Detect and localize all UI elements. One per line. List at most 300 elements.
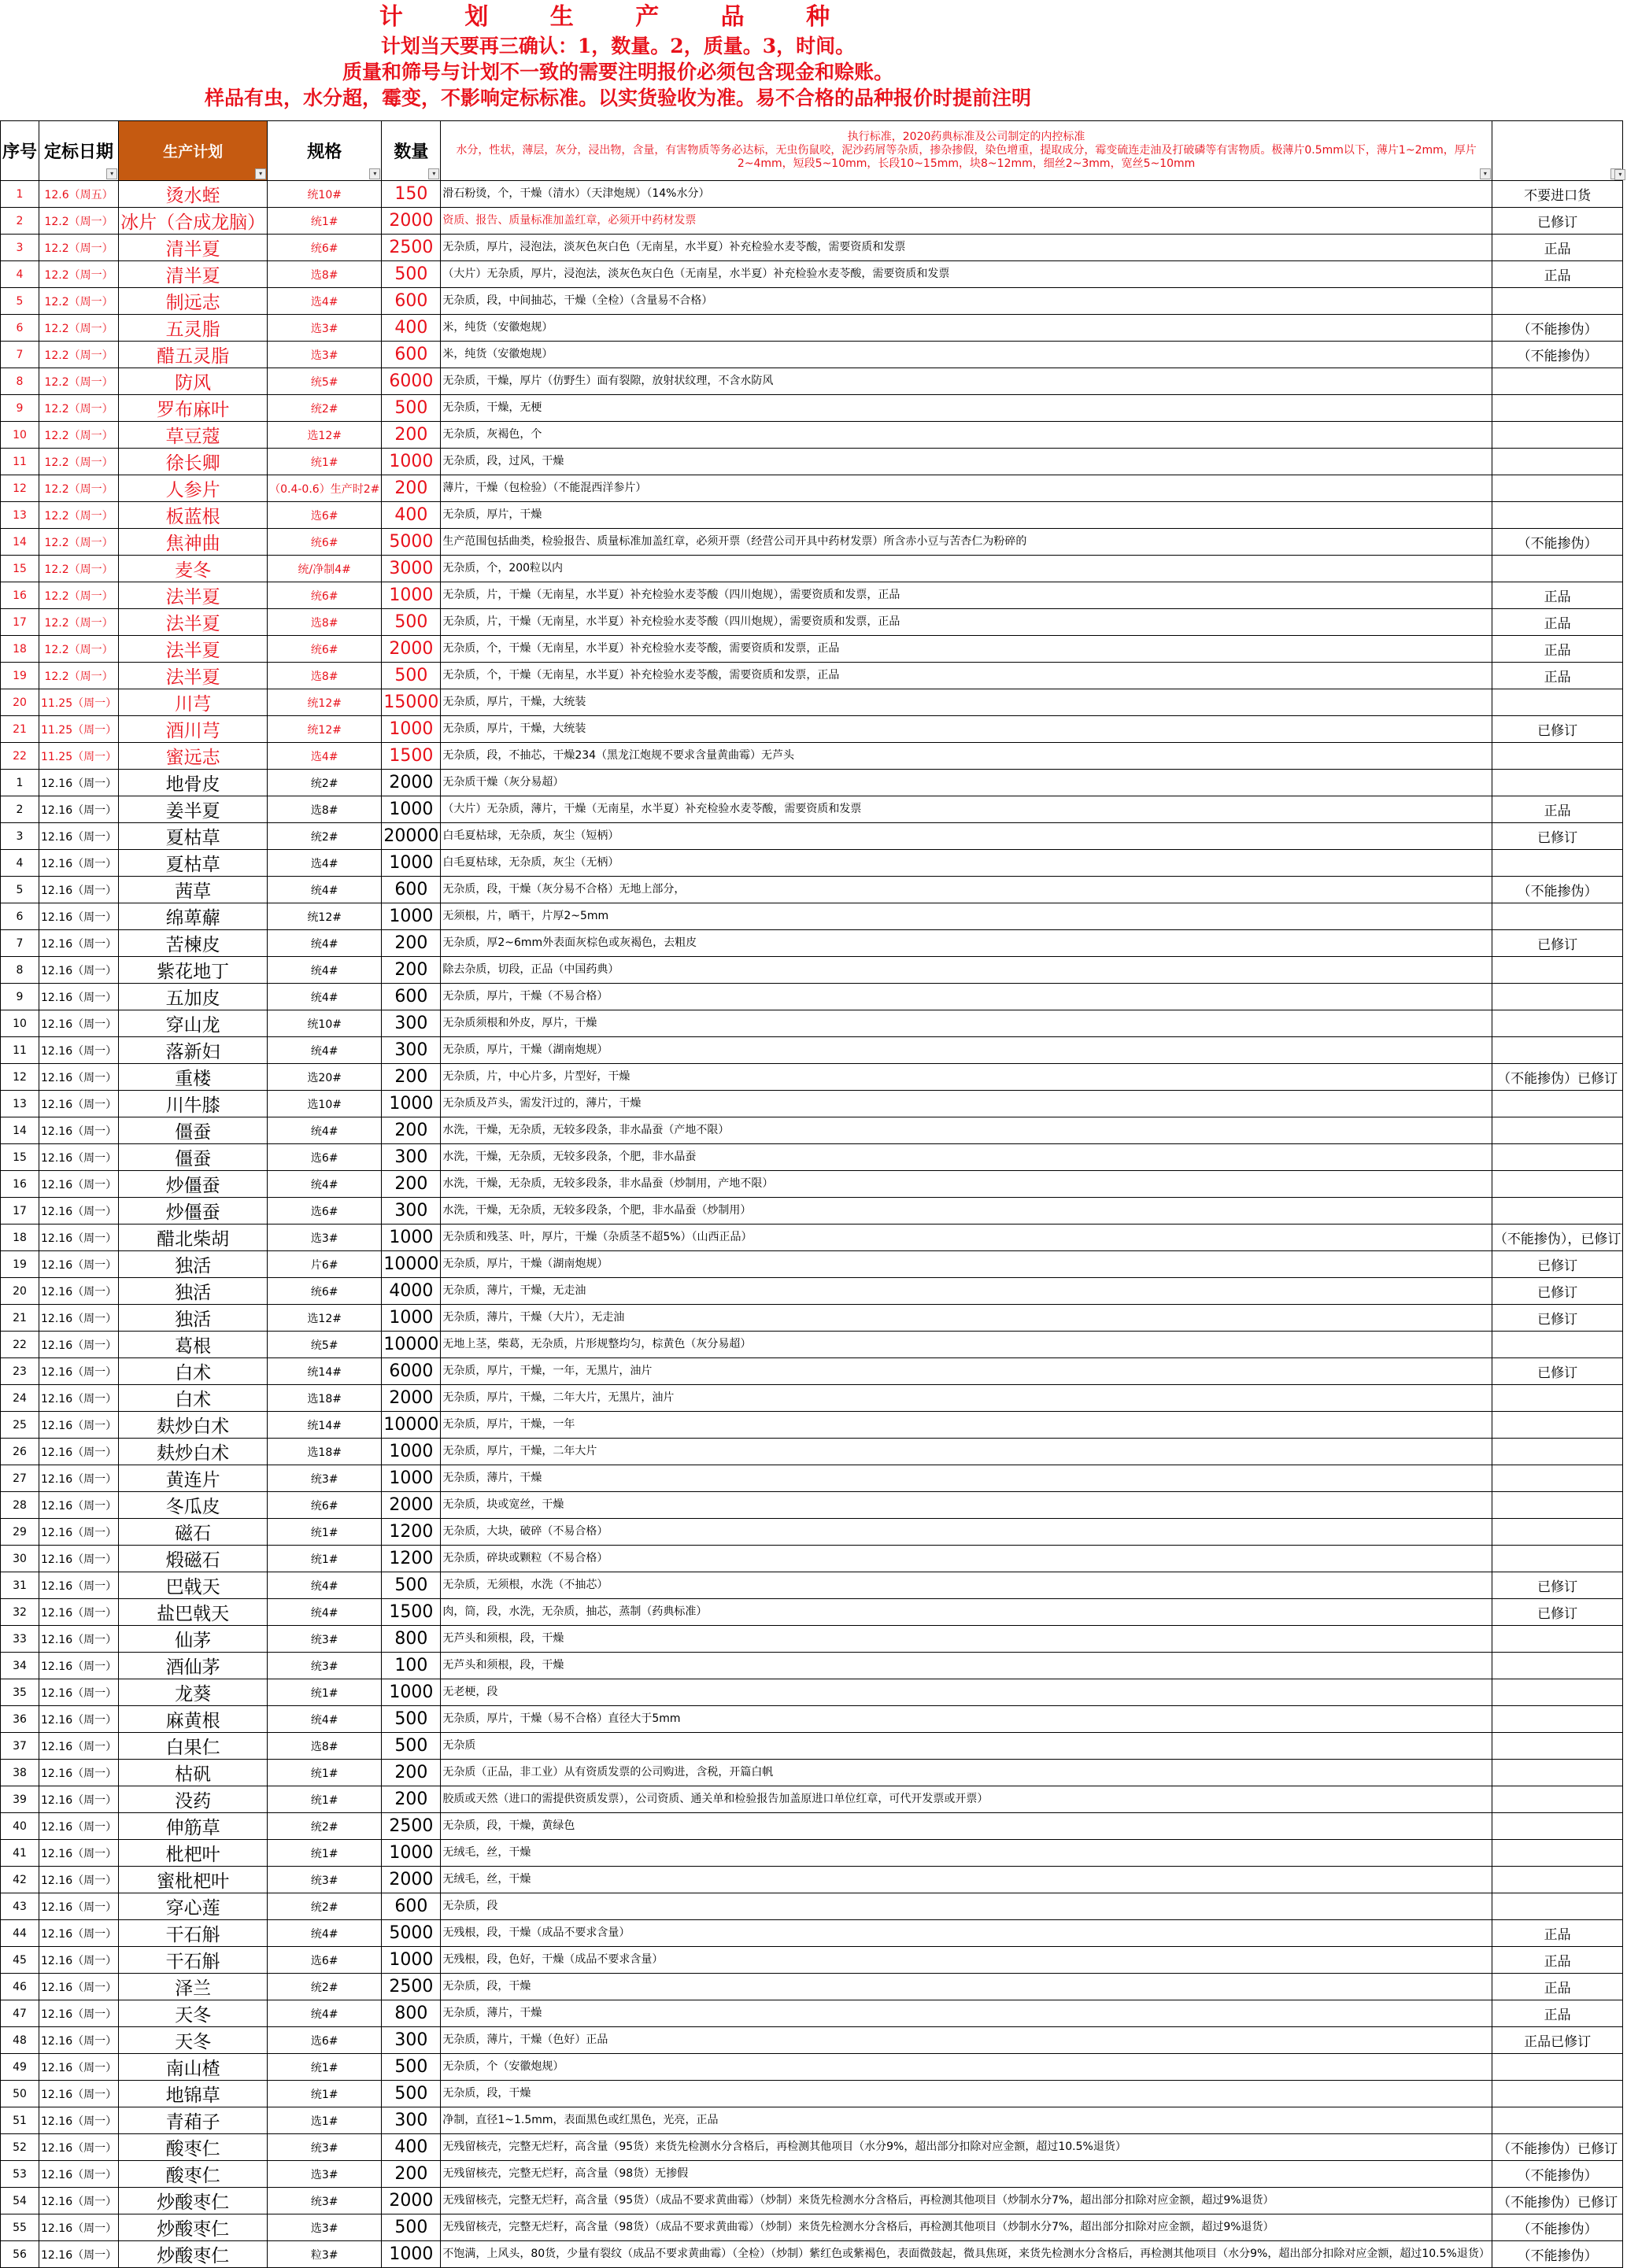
cell-standard[interactable]: 薄片，干燥（包检验）（不能混西洋参片） [441,475,1492,502]
cell-note[interactable] [1492,1706,1623,1733]
cell-spec[interactable]: 选4# [268,288,382,315]
cell-standard[interactable]: 无残留核壳，完整无烂籽，高含量（98货）（成品不要求黄曲霉）（炒制）来货先检测水分含格后，再检测其他项目（炒制水分7%，超出部分扣除对应金额，超过9%退货） [441,2214,1492,2241]
cell-standard[interactable]: 白毛夏枯球，无杂质，灰尘（无柄） [441,850,1492,877]
cell-qty[interactable]: 200 [382,1064,441,1091]
cell-standard[interactable]: 无杂质，厚片，干燥，二年大片 [441,1439,1492,1465]
cell-spec[interactable]: 统4# [268,1920,382,1947]
cell-date[interactable]: 12.16（周一） [39,1786,119,1813]
cell-qty[interactable]: 1500 [382,743,441,770]
cell-product[interactable]: 蜜远志 [119,743,268,770]
cell-seq[interactable]: 26 [1,1439,39,1465]
cell-date[interactable]: 12.16（周一） [39,1492,119,1519]
cell-standard[interactable]: 肉，筒，段，水洗，无杂质，抽芯，蒸制（药典标准） [441,1599,1492,1626]
cell-spec[interactable]: 统4# [268,1572,382,1599]
cell-spec[interactable]: 统2# [268,1893,382,1920]
cell-spec[interactable]: 选8# [268,609,382,636]
cell-standard[interactable]: 无杂质，无须根，水洗（不抽芯） [441,1572,1492,1599]
cell-spec[interactable]: 统1# [268,1786,382,1813]
cell-standard[interactable]: 无残留核壳，完整无烂籽，高含量（95货）来货先检测水分含格后，再检测其他项目（水分9%，超出部分扣除对应金额，超过10.5%退货） [441,2134,1492,2161]
cell-note[interactable]: 正品 [1492,582,1623,609]
cell-date[interactable]: 12.16（周一） [39,903,119,930]
cell-seq[interactable]: 56 [1,2241,39,2268]
cell-date[interactable]: 12.16（周一） [39,1278,119,1305]
cell-spec[interactable]: 统4# [268,1599,382,1626]
cell-note[interactable] [1492,1439,1623,1465]
cell-product[interactable]: 天冬 [119,2000,268,2027]
cell-seq[interactable]: 10 [1,1010,39,1037]
cell-product[interactable]: 法半夏 [119,663,268,689]
cell-standard[interactable]: 无杂质和残茎、叶，厚片，干燥（杂质茎不超5%）（山西正品） [441,1224,1492,1251]
cell-qty[interactable]: 1000 [382,1091,441,1117]
table-row[interactable] [1,2161,1627,2188]
cell-product[interactable]: 姜半夏 [119,796,268,823]
cell-standard[interactable]: 无杂质，薄片，干燥，无走油 [441,1278,1492,1305]
cell-product[interactable]: 夏枯草 [119,850,268,877]
cell-note[interactable]: （不能掺伪）已修订 [1492,2188,1623,2214]
cell-qty[interactable]: 300 [382,1198,441,1224]
cell-date[interactable]: 12.16（周一） [39,1760,119,1786]
cell-note[interactable] [1492,1385,1623,1412]
table-row[interactable] [1,1546,1627,1572]
cell-standard[interactable]: 无杂质，段，中间抽芯，干燥（全检）（含量易不合格） [441,288,1492,315]
cell-note[interactable]: 已修订 [1492,716,1623,743]
cell-product[interactable]: 苦楝皮 [119,930,268,957]
cell-date[interactable]: 12.16（周一） [39,1679,119,1706]
cell-note[interactable] [1492,1519,1623,1546]
cell-product[interactable]: 黄连片 [119,1465,268,1492]
cell-product[interactable]: 伸筋草 [119,1813,268,1840]
cell-date[interactable]: 12.2（周一） [39,636,119,663]
cell-product[interactable]: 独活 [119,1305,268,1332]
cell-spec[interactable]: 统10# [268,1010,382,1037]
cell-qty[interactable]: 1000 [382,850,441,877]
cell-seq[interactable]: 46 [1,1974,39,2000]
cell-note[interactable]: （不能掺伪） [1492,529,1623,556]
cell-spec[interactable]: 选1# [268,2107,382,2134]
cell-product[interactable]: 枇杷叶 [119,1840,268,1867]
cell-seq[interactable]: 6 [1,903,39,930]
table-row[interactable] [1,1010,1627,1037]
cell-spec[interactable]: 粒3# [268,2241,382,2268]
cell-qty[interactable]: 300 [382,2107,441,2134]
table-row[interactable] [1,502,1627,529]
cell-product[interactable]: 麦冬 [119,556,268,582]
cell-date[interactable]: 12.16（周一） [39,1840,119,1867]
cell-note[interactable]: 已修订 [1492,1358,1623,1385]
cell-date[interactable]: 12.16（周一） [39,2027,119,2054]
table-row[interactable] [1,2027,1627,2054]
cell-product[interactable]: 草豆蔻 [119,422,268,449]
cell-note[interactable]: 已修订 [1492,1305,1623,1332]
cell-qty[interactable]: 2000 [382,1492,441,1519]
cell-date[interactable]: 12.16（周一） [39,877,119,903]
cell-date[interactable]: 12.16（周一） [39,1332,119,1358]
table-row[interactable] [1,1358,1627,1385]
cell-note[interactable]: 正品 [1492,796,1623,823]
cell-spec[interactable]: 选4# [268,743,382,770]
cell-date[interactable]: 12.16（周一） [39,1706,119,1733]
cell-spec[interactable]: 选3# [268,342,382,368]
cell-spec[interactable]: 选6# [268,1144,382,1171]
cell-date[interactable]: 12.16（周一） [39,1813,119,1840]
cell-note[interactable]: 正品 [1492,2000,1623,2027]
cell-seq[interactable]: 21 [1,716,39,743]
cell-product[interactable]: 独活 [119,1251,268,1278]
cell-note[interactable] [1492,502,1623,529]
cell-qty[interactable]: 500 [382,1733,441,1760]
cell-standard[interactable]: 无杂质，干燥，无梗 [441,395,1492,422]
cell-standard[interactable]: 无杂质，个，干燥（无南星，水半夏）补充检验水麦苓酸，需要资质和发票，正品 [441,663,1492,689]
cell-seq[interactable]: 11 [1,449,39,475]
table-row[interactable] [1,1813,1627,1840]
cell-spec[interactable]: 统1# [268,1760,382,1786]
cell-seq[interactable]: 27 [1,1465,39,1492]
cell-spec[interactable]: 统2# [268,395,382,422]
table-row[interactable] [1,1599,1627,1626]
cell-qty[interactable]: 600 [382,1893,441,1920]
cell-product[interactable]: 五加皮 [119,984,268,1010]
cell-product[interactable]: 炒僵蚕 [119,1198,268,1224]
cell-spec[interactable]: 统3# [268,2188,382,2214]
cell-standard[interactable]: 无杂质，厚片，干燥（不易合格） [441,984,1492,1010]
table-row[interactable] [1,984,1627,1010]
header-plan[interactable]: 生产计划 ▾ [119,121,268,181]
cell-date[interactable]: 12.2（周一） [39,395,119,422]
cell-spec[interactable]: 统6# [268,582,382,609]
cell-seq[interactable]: 29 [1,1519,39,1546]
filter-dropdown-icon[interactable]: ▾ [369,168,380,179]
cell-date[interactable]: 12.2（周一） [39,235,119,261]
cell-spec[interactable]: 选12# [268,1305,382,1332]
cell-standard[interactable]: 无残根，段，干燥（成品不要求含量） [441,1920,1492,1947]
table-row[interactable] [1,315,1627,342]
table-row[interactable] [1,1037,1627,1064]
cell-date[interactable]: 12.2（周一） [39,556,119,582]
cell-note[interactable] [1492,1198,1623,1224]
cell-qty[interactable]: 1000 [382,1840,441,1867]
table-row[interactable] [1,1572,1627,1599]
cell-seq[interactable]: 18 [1,1224,39,1251]
table-row[interactable] [1,235,1627,261]
cell-spec[interactable]: 统2# [268,1974,382,2000]
cell-spec[interactable]: 选8# [268,261,382,288]
cell-date[interactable]: 12.2（周一） [39,582,119,609]
cell-product[interactable]: 炒酸枣仁 [119,2188,268,2214]
cell-product[interactable]: 焦神曲 [119,529,268,556]
cell-standard[interactable]: 资质、报告、质量标准加盖红章，必须开中药材发票 [441,208,1492,235]
cell-note[interactable]: （不能掺伪） [1492,877,1623,903]
cell-spec[interactable]: 选8# [268,663,382,689]
cell-date[interactable]: 12.16（周一） [39,2214,119,2241]
cell-spec[interactable]: 统/净制4# [268,556,382,582]
cell-seq[interactable]: 2 [1,796,39,823]
cell-product[interactable]: 干石斛 [119,1920,268,1947]
cell-standard[interactable]: 净制，直径1~1.5mm，表面黑色或红黑色，光亮，正品 [441,2107,1492,2134]
cell-qty[interactable]: 500 [382,663,441,689]
cell-product[interactable]: 清半夏 [119,261,268,288]
cell-spec[interactable]: 统3# [268,1465,382,1492]
cell-seq[interactable]: 5 [1,288,39,315]
cell-seq[interactable]: 53 [1,2161,39,2188]
cell-seq[interactable]: 34 [1,1653,39,1679]
cell-qty[interactable]: 1200 [382,1546,441,1572]
cell-product[interactable]: 酸枣仁 [119,2134,268,2161]
cell-note[interactable] [1492,2054,1623,2081]
table-row[interactable] [1,1867,1627,1893]
table-row[interactable] [1,636,1627,663]
table-row[interactable] [1,1653,1627,1679]
cell-spec[interactable]: 统3# [268,1867,382,1893]
cell-qty[interactable]: 200 [382,957,441,984]
cell-date[interactable]: 12.16（周一） [39,1733,119,1760]
cell-note[interactable] [1492,743,1623,770]
cell-date[interactable]: 12.16（周一） [39,2107,119,2134]
cell-note[interactable] [1492,1037,1623,1064]
cell-product[interactable]: 人参片 [119,475,268,502]
cell-seq[interactable]: 47 [1,2000,39,2027]
cell-standard[interactable]: 无杂质，厚片，干燥（易不合格）直径大于5mm [441,1706,1492,1733]
cell-seq[interactable]: 2 [1,208,39,235]
table-row[interactable] [1,529,1627,556]
cell-seq[interactable]: 16 [1,1171,39,1198]
cell-date[interactable]: 12.2（周一） [39,609,119,636]
table-row[interactable] [1,823,1627,850]
cell-spec[interactable]: 选4# [268,850,382,877]
cell-date[interactable]: 12.16（周一） [39,1144,119,1171]
cell-qty[interactable]: 1000 [382,1305,441,1332]
cell-note[interactable] [1492,1893,1623,1920]
cell-note[interactable] [1492,1546,1623,1572]
cell-date[interactable]: 12.16（周一） [39,957,119,984]
cell-seq[interactable]: 16 [1,582,39,609]
cell-date[interactable]: 12.16（周一） [39,1546,119,1572]
cell-note[interactable] [1492,1840,1623,1867]
cell-seq[interactable]: 20 [1,689,39,716]
cell-qty[interactable]: 2500 [382,235,441,261]
cell-date[interactable]: 12.16（周一） [39,1064,119,1091]
cell-product[interactable]: 五灵脂 [119,315,268,342]
cell-note[interactable] [1492,1679,1623,1706]
cell-seq[interactable]: 3 [1,823,39,850]
cell-spec[interactable]: 选12# [268,422,382,449]
cell-qty[interactable]: 1000 [382,2241,441,2268]
table-row[interactable] [1,877,1627,903]
cell-spec[interactable]: 选3# [268,315,382,342]
cell-spec[interactable]: 选6# [268,502,382,529]
cell-qty[interactable]: 200 [382,1760,441,1786]
cell-qty[interactable]: 500 [382,261,441,288]
cell-product[interactable]: 重楼 [119,1064,268,1091]
cell-spec[interactable]: 统14# [268,1358,382,1385]
table-row[interactable] [1,1144,1627,1171]
cell-spec[interactable]: 选18# [268,1385,382,1412]
cell-note[interactable]: 正品 [1492,1947,1623,1974]
cell-standard[interactable]: 无杂质，厚2~6mm外表面灰棕色或灰褐色，去粗皮 [441,930,1492,957]
cell-qty[interactable]: 500 [382,2214,441,2241]
cell-seq[interactable]: 30 [1,1546,39,1572]
cell-standard[interactable]: 无杂质，段 [441,1893,1492,1920]
table-row[interactable] [1,261,1627,288]
cell-note[interactable]: 正品 [1492,1974,1623,2000]
cell-product[interactable]: 白果仁 [119,1733,268,1760]
cell-qty[interactable]: 1000 [382,1224,441,1251]
cell-date[interactable]: 12.16（周一） [39,2134,119,2161]
table-row[interactable] [1,689,1627,716]
cell-qty[interactable]: 200 [382,1117,441,1144]
cell-standard[interactable]: 米，纯货（安徽炮规） [441,315,1492,342]
cell-date[interactable]: 12.16（周一） [39,1974,119,2000]
header-qty[interactable]: 数量 ▾ [382,121,441,181]
cell-qty[interactable]: 1000 [382,449,441,475]
table-row[interactable] [1,1091,1627,1117]
cell-standard[interactable]: 无杂质，薄片，干燥 [441,2000,1492,2027]
cell-product[interactable]: 青葙子 [119,2107,268,2134]
cell-seq[interactable]: 14 [1,529,39,556]
cell-qty[interactable]: 200 [382,422,441,449]
cell-note[interactable]: 已修订 [1492,1251,1623,1278]
cell-standard[interactable]: 滑石粉烫，个，干燥（清水）（天津炮规）（14%水分） [441,181,1492,208]
cell-spec[interactable]: 选10# [268,1091,382,1117]
cell-note[interactable] [1492,1010,1623,1037]
cell-date[interactable]: 12.16（周一） [39,796,119,823]
header-standard[interactable] [441,121,1492,181]
cell-date[interactable]: 12.2（周一） [39,261,119,288]
cell-note[interactable] [1492,1813,1623,1840]
cell-standard[interactable]: 无杂质，薄片，干燥（大片），无走油 [441,1305,1492,1332]
cell-standard[interactable]: 无杂质，厚片，干燥（湖南炮规） [441,1251,1492,1278]
cell-note[interactable]: 已修订 [1492,1572,1623,1599]
table-row[interactable] [1,1733,1627,1760]
cell-standard[interactable]: 无杂质，片，干燥（无南星，水半夏）补充检验水麦苓酸（四川炮规），需要资质和发票，正品 [441,582,1492,609]
cell-product[interactable]: 炒酸枣仁 [119,2241,268,2268]
cell-spec[interactable]: 统14# [268,1412,382,1439]
cell-standard[interactable]: （大片）无杂质，厚片，浸泡法，淡灰色灰白色（无南星，水半夏）补充检验水麦苓酸，需要资质和发票 [441,261,1492,288]
cell-date[interactable]: 12.16（周一） [39,1947,119,1974]
cell-qty[interactable]: 500 [382,609,441,636]
filter-dropdown-icon[interactable]: ▾ [255,168,266,179]
cell-note[interactable] [1492,1760,1623,1786]
table-row[interactable] [1,1760,1627,1786]
cell-standard[interactable]: 无残根，段，色好，干燥（成品不要求含量） [441,1947,1492,1974]
cell-qty[interactable]: 2500 [382,1813,441,1840]
cell-product[interactable]: 川芎 [119,689,268,716]
table-row[interactable] [1,2000,1627,2027]
cell-date[interactable]: 12.16（周一） [39,2161,119,2188]
table-row[interactable] [1,1893,1627,1920]
table-row[interactable] [1,957,1627,984]
cell-spec[interactable]: 选8# [268,1733,382,1760]
cell-date[interactable]: 12.2（周一） [39,315,119,342]
cell-seq[interactable]: 15 [1,1144,39,1171]
cell-note[interactable]: （不能掺伪） [1492,315,1623,342]
cell-qty[interactable]: 2000 [382,636,441,663]
cell-seq[interactable]: 8 [1,957,39,984]
table-row[interactable] [1,1332,1627,1358]
cell-date[interactable]: 12.16（周一） [39,770,119,796]
cell-qty[interactable]: 600 [382,877,441,903]
cell-seq[interactable]: 22 [1,743,39,770]
table-row[interactable] [1,2134,1627,2161]
cell-spec[interactable]: 选6# [268,1198,382,1224]
cell-product[interactable]: 酸枣仁 [119,2161,268,2188]
table-row[interactable] [1,930,1627,957]
cell-note[interactable]: 正品 [1492,235,1623,261]
cell-note[interactable]: 正品 [1492,609,1623,636]
cell-seq[interactable]: 4 [1,850,39,877]
cell-date[interactable]: 12.16（周一） [39,1653,119,1679]
cell-standard[interactable]: 水洗，干燥，无杂质，无较多段条，非水晶蚕（炒制用，产地不限） [441,1171,1492,1198]
cell-spec[interactable]: 统10# [268,181,382,208]
cell-spec[interactable]: 选3# [268,2161,382,2188]
cell-qty[interactable]: 300 [382,1010,441,1037]
cell-date[interactable]: 12.16（周一） [39,1465,119,1492]
cell-seq[interactable]: 1 [1,770,39,796]
cell-seq[interactable]: 55 [1,2214,39,2241]
cell-seq[interactable]: 9 [1,395,39,422]
cell-qty[interactable]: 10000 [382,1251,441,1278]
cell-standard[interactable]: 无杂质，个，干燥（无南星，水半夏）补充检验水麦苓酸，需要资质和发票，正品 [441,636,1492,663]
table-row[interactable] [1,1412,1627,1439]
cell-date[interactable]: 12.16（周一） [39,2081,119,2107]
cell-qty[interactable]: 200 [382,2161,441,2188]
cell-spec[interactable]: 统6# [268,636,382,663]
cell-product[interactable]: 枯矾 [119,1760,268,1786]
cell-product[interactable]: 防风 [119,368,268,395]
cell-qty[interactable]: 2000 [382,208,441,235]
cell-seq[interactable]: 23 [1,1358,39,1385]
cell-spec[interactable]: 选3# [268,2214,382,2241]
cell-note[interactable]: （不能掺伪） [1492,2161,1623,2188]
cell-standard[interactable]: 无杂质，段，干燥 [441,2081,1492,2107]
cell-qty[interactable]: 500 [382,2054,441,2081]
cell-note[interactable] [1492,2081,1623,2107]
cell-date[interactable]: 12.2（周一） [39,342,119,368]
cell-note[interactable] [1492,2107,1623,2134]
cell-spec[interactable]: 统1# [268,1679,382,1706]
cell-standard[interactable]: 无杂质，段，过风，干燥 [441,449,1492,475]
cell-spec[interactable]: 统12# [268,689,382,716]
cell-spec[interactable]: 统6# [268,1278,382,1305]
cell-note[interactable] [1492,1867,1623,1893]
header-spec[interactable]: 规格 ▾ [268,121,382,181]
cell-standard[interactable]: 无杂质，厚片，干燥，大统装 [441,689,1492,716]
cell-product[interactable]: 蜜枇杷叶 [119,1867,268,1893]
cell-seq[interactable]: 11 [1,1037,39,1064]
cell-note[interactable] [1492,1091,1623,1117]
cell-date[interactable]: 12.16（周一） [39,1224,119,1251]
cell-spec[interactable]: 统12# [268,903,382,930]
cell-spec[interactable]: 统1# [268,2054,382,2081]
cell-product[interactable]: 法半夏 [119,636,268,663]
cell-standard[interactable]: 无杂质，厚片，干燥（湖南炮规） [441,1037,1492,1064]
cell-date[interactable]: 11.25（周一） [39,716,119,743]
cell-note[interactable] [1492,689,1623,716]
cell-seq[interactable]: 7 [1,342,39,368]
cell-date[interactable]: 12.16（周一） [39,1251,119,1278]
table-row[interactable] [1,1224,1627,1251]
cell-spec[interactable]: （0.4-0.6）生产时2# [268,475,382,502]
cell-seq[interactable]: 31 [1,1572,39,1599]
cell-date[interactable]: 12.2（周一） [39,502,119,529]
cell-qty[interactable]: 600 [382,984,441,1010]
cell-note[interactable]: 正品 [1492,261,1623,288]
cell-standard[interactable]: 无杂质，个，200粒以内 [441,556,1492,582]
cell-qty[interactable]: 1000 [382,903,441,930]
cell-product[interactable]: 独活 [119,1278,268,1305]
table-row[interactable] [1,368,1627,395]
cell-product[interactable]: 法半夏 [119,582,268,609]
cell-seq[interactable]: 8 [1,368,39,395]
